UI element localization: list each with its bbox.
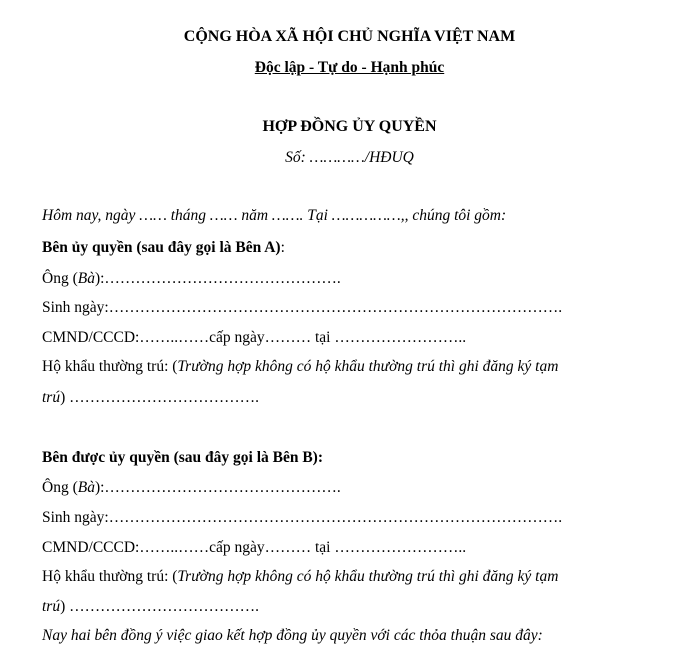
party-a-name-ba: Bà <box>77 270 95 287</box>
party-b-residence-label: Hộ khẩu thường trú: ( <box>42 568 178 585</box>
party-a-residence-note2: trú <box>42 389 61 406</box>
party-a-id: CMND/CCCD:……..……cấp ngày……… tại …………………….. <box>42 329 467 346</box>
document-title: HỢP ĐỒNG ỦY QUYỀN <box>262 118 437 135</box>
party-b-residence-cont <box>42 598 259 616</box>
party-a-dob: Sinh ngày:……………………………………………………………………………. <box>42 299 563 316</box>
party-a-residence-note: Trường hợp không có hộ khẩu thường trú thì ghi đăng ký tạm <box>177 358 559 375</box>
party-b-name-prefix: Ông ( <box>42 479 78 496</box>
party-b-id: CMND/CCCD:……..……cấp ngày……… tại …………………….. <box>42 539 467 556</box>
party-a-residence-cont <box>42 389 259 407</box>
party-b-residence-note2: trú <box>42 598 61 615</box>
party-a-heading-colon: : <box>280 239 285 256</box>
party-a-name-suffix: ):………………………………………. <box>94 270 341 287</box>
party-a-name-prefix: Ông ( <box>42 270 78 287</box>
party-b-residence <box>42 568 558 586</box>
party-b-name <box>42 479 341 497</box>
motto: Độc lập - Tự do - Hạnh phúc <box>254 59 445 76</box>
party-b-name-suffix: ):………………………………………. <box>94 479 341 496</box>
intro-line: Hôm nay, ngày …… tháng …… năm ……. Tại ……………,, chúng tôi gồm: <box>42 207 507 224</box>
party-b-residence-tail: ) ………………………………. <box>60 598 260 615</box>
agreement-line: Nay hai bên đồng ý việc giao kết hợp đồng ủy quyền với các thỏa thuận sau đây: <box>42 627 543 644</box>
party-a-residence-label: Hộ khẩu thường trú: ( <box>42 358 178 375</box>
party-a-name <box>42 270 341 288</box>
party-a-residence-tail: ) ………………………………. <box>60 389 260 406</box>
party-b-residence-note: Trường hợp không có hộ khẩu thường trú thì ghi đăng ký tạm <box>177 568 559 585</box>
nation-header: CỘNG HÒA XÃ HỘI CHỦ NGHĨA VIỆT NAM <box>183 28 516 45</box>
party-b-name-ba: Bà <box>77 479 95 496</box>
document-number: Số: …………/HĐUQ <box>285 149 414 166</box>
party-b-dob: Sinh ngày:……………………………………………………………………………. <box>42 509 563 526</box>
party-a-heading-text: Bên ủy quyền (sau đây gọi là Bên A) <box>42 239 281 256</box>
party-b-heading: Bên được ủy quyền (sau đây gọi là Bên B): <box>42 449 324 466</box>
party-a-heading <box>42 239 285 257</box>
party-a-residence <box>42 358 558 376</box>
